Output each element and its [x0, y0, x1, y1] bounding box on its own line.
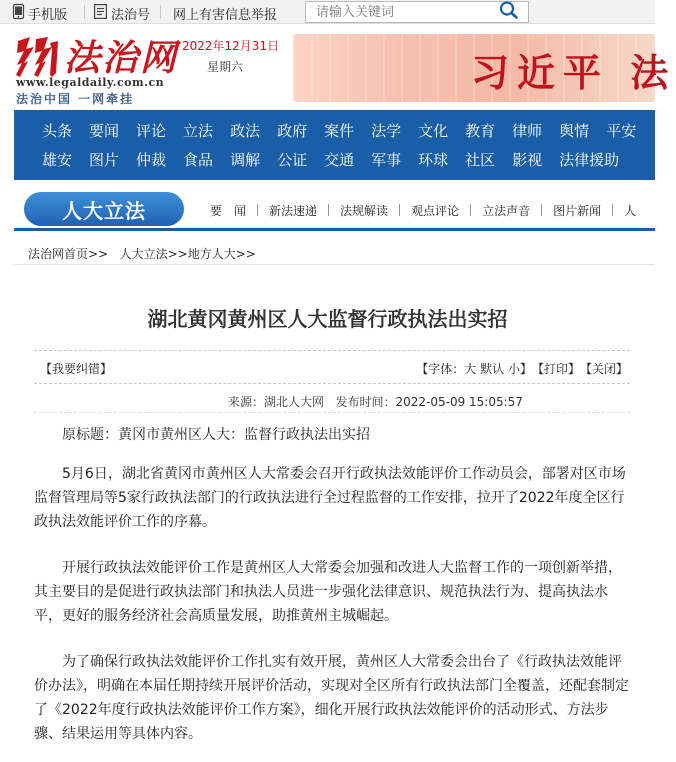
current-weekday: 星期六 — [207, 60, 244, 74]
divider — [328, 204, 329, 216]
article-meta — [228, 393, 523, 410]
article-tools — [416, 360, 628, 377]
font-small-button[interactable]: 小】 — [507, 362, 532, 376]
report-link[interactable] — [173, 4, 277, 23]
article-paragraph — [34, 556, 634, 628]
divider — [470, 204, 471, 216]
print-button[interactable]: 【打印】 — [531, 362, 580, 376]
nav-item[interactable]: 雄安 — [42, 151, 73, 169]
article-title: 湖北黄冈黄州区人大监督行政执法出实招 — [147, 307, 508, 331]
nav-item[interactable]: 公证 — [277, 151, 308, 169]
main-nav — [14, 110, 655, 180]
breadcrumb-divider — [14, 264, 655, 265]
nav-item[interactable]: 军事 — [371, 151, 402, 169]
banner-text: 习近平 法 — [471, 50, 676, 95]
mobile-icon — [13, 4, 24, 23]
search-icon — [499, 1, 519, 23]
nav-item[interactable]: 案件 — [324, 122, 355, 140]
nav-item[interactable]: 平安 — [606, 122, 637, 140]
font-size-label: 【字体： — [416, 362, 465, 376]
nav-item[interactable]: 社区 — [465, 151, 496, 169]
breadcrumb-channel[interactable]: 人大立法>>地方人大>> — [119, 247, 256, 261]
divider — [541, 204, 542, 216]
nav-item[interactable]: 影视 — [512, 151, 543, 169]
divider — [257, 204, 258, 216]
top-utility-bar — [0, 0, 655, 24]
mobile-link[interactable] — [13, 4, 67, 23]
nav-item[interactable]: 评论 — [136, 122, 167, 140]
article-paragraph — [34, 650, 634, 746]
site-url: www.legaldaily.com.cn — [16, 76, 165, 89]
search-box — [305, 1, 529, 23]
nav-item[interactable]: 图片 — [89, 151, 120, 169]
header-banner[interactable] — [293, 34, 676, 102]
divider — [612, 204, 613, 216]
nav-item[interactable]: 要闻 — [89, 122, 120, 140]
subnav-item[interactable]: 观点评论 — [411, 204, 460, 218]
nav-item[interactable]: 环球 — [418, 151, 449, 169]
subnav-item[interactable]: 要 闻 — [210, 204, 247, 218]
nav-item[interactable]: 舆情 — [559, 122, 590, 140]
nav-item[interactable]: 食品 — [183, 151, 214, 169]
original-title-text: 原标题：黄冈市黄州区人大：监督行政执法出实招 — [62, 427, 370, 443]
section-bar — [14, 190, 655, 234]
nav-item[interactable]: 政法 — [230, 122, 261, 140]
nav-item[interactable]: 律师 — [512, 122, 543, 140]
font-default-button[interactable]: 默认 — [480, 362, 505, 376]
nav-item[interactable]: 头条 — [42, 122, 73, 140]
subnav-item[interactable]: 新法速递 — [269, 204, 318, 218]
subnav-item[interactable]: 人 — [624, 204, 637, 218]
subnav-item[interactable]: 图片新闻 — [553, 204, 602, 218]
wechat-label: 法治号 — [111, 8, 151, 23]
subnav-item[interactable]: 立法声音 — [482, 204, 531, 218]
divider — [160, 5, 161, 19]
article-publish-time: 发布时间：2022-05-09 15:05:57 — [335, 395, 523, 409]
site-logo-icon — [14, 35, 60, 79]
nav-item[interactable]: 调解 — [230, 151, 261, 169]
current-date: 2022年12月31日 — [182, 39, 280, 53]
nav-item[interactable]: 法学 — [371, 122, 402, 140]
section-underline — [14, 228, 655, 231]
document-icon — [94, 4, 107, 23]
nav-item[interactable]: 文化 — [418, 122, 449, 140]
breadcrumb — [28, 245, 256, 262]
nav-item[interactable]: 仲裁 — [136, 151, 167, 169]
article-paragraph — [34, 462, 634, 534]
paragraph-text: 5月6日，湖北省黄冈市黄州区人大常委会召开行政执法效能评价工作动员会，部署对区市场监督管理局等5家行政执法部门的行政执法进行全过程监督的工作安排，拉开了2022年度全区行政执法效能评价工作的序幕。 — [34, 466, 626, 530]
site-name[interactable]: 法治网 — [64, 37, 179, 79]
wechat-link[interactable] — [94, 4, 150, 23]
article-toolbar — [34, 350, 630, 384]
section-subnav — [210, 202, 636, 219]
paragraph-text: 开展行政执法效能评价工作是黄州区人大常委会加强和改进人大监督工作的一项创新举措，其主要目的是促进行政执法部门和执法人员进一步强化法律意识、规范执法行为、提高执法水平，更好的服务经济社会高质量发展，助推黄州主城崛起。 — [34, 560, 622, 624]
nav-item[interactable]: 法律援助 — [559, 151, 620, 169]
section-title[interactable]: 人大立法 — [24, 192, 184, 226]
search-input[interactable] — [306, 2, 486, 22]
font-large-button[interactable]: 大 — [464, 362, 477, 376]
close-button[interactable]: 【关闭】 — [579, 362, 628, 376]
meta-divider — [34, 412, 630, 413]
correction-link[interactable]: 【我要纠错】 — [40, 362, 113, 376]
nav-row-1 — [42, 120, 653, 141]
report-label: 网上有害信息举报 — [173, 8, 278, 23]
divider — [84, 5, 85, 19]
nav-item[interactable]: 政府 — [277, 122, 308, 140]
search-button[interactable] — [492, 2, 526, 22]
nav-row-2 — [42, 149, 636, 170]
site-slogan: 法治中国 一网牵挂 — [16, 92, 135, 106]
breadcrumb-home[interactable]: 法治网首页>> — [28, 247, 109, 261]
original-title — [34, 423, 634, 447]
mobile-label: 手机版 — [28, 8, 68, 23]
subnav-item[interactable]: 法规解读 — [340, 204, 389, 218]
nav-item[interactable]: 立法 — [183, 122, 214, 140]
nav-item[interactable]: 教育 — [465, 122, 496, 140]
divider — [399, 204, 400, 216]
article-source: 来源：湖北人大网 — [228, 395, 325, 409]
paragraph-text: 为了确保行政执法效能评价工作扎实有效开展，黄州区人大常委会出台了《行政执法效能评价办法》，明确在本届任期持续开展评价活动，实现对全区所有行政执法部门全覆盖，还配套制定了《2022年度行政执法效能评价工作方案》，细化开展行政执法效能评价的活动形式、方法步骤、结果运用等具体内容。 — [34, 654, 629, 742]
nav-item[interactable]: 交通 — [324, 151, 355, 169]
